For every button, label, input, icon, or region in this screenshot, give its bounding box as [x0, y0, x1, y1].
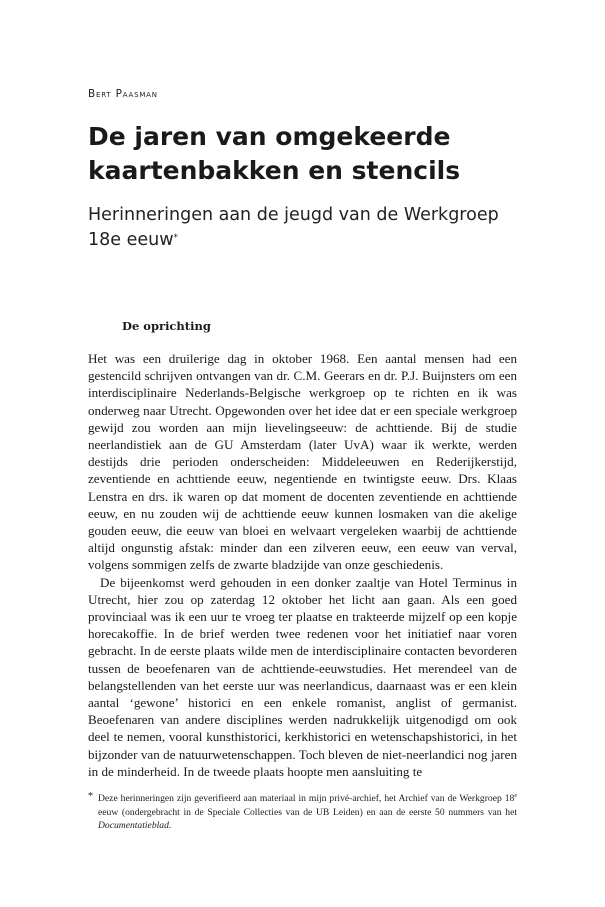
- article-title: De jaren van omgekeerde kaartenbakken en stencils: [88, 122, 461, 185]
- subtitle-footnote-mark[interactable]: *: [173, 233, 179, 243]
- author-name: Bert Paasman: [88, 88, 158, 100]
- paragraph-2: De bijeenkomst werd gehouden in een donker zaaltje van Hotel Terminus in Utrecht, hier zou op zaterdag 12 oktober het licht aan gaan. Als een goed provinciaal was ik een uur te vroeg ter plaatse en trakteerde mijzelf op een kopje horecakoffie. In de brief werden twee redenen voor het initiatief naar voren gebracht. In de eerste plaats wilde men de interdisciplinaire contacten bevorderen tussen de beoefenaren van de achttiende-eeuwstudies. Het merendeel van de belangstellenden van het eerste uur was neerlandicus, daarnaast was er een klein aantal ‘gewone’ historici en een enkele romanist, anglist of germanist. Beoefenaren van andere disciplines werden nadrukkelijk uitgenodigd om ook deel te nemen, vooral kunsthistorici, kerkhistorici en wetenschapshistorici, in het bijzonder van de natuurwetenschappen. Toch bleven de niet-neerlandici nog jaren in de minderheid. In de tweede plaats hoopte men aansluiting te: [88, 574, 517, 779]
- footnote-text-part: .: [168, 820, 172, 832]
- paragraph-1: Het was een druilerige dag in oktober 1968. Een aantal mensen had een gestencild schrijven ontvangen van dr. C.M. Geerars en dr. P.J. Buijnsters om een interdisciplinaire Nederlands-Belgische werkgroep op te richten en ik was onderweg naar Utrecht. Opgewonden over het idee dat er een speciale werkgroep gewijd zou worden aan mijn lievelingseeuw: de achttiende. Bij de studie neerlandistiek aan de GU Amsterdam (later UvA) waar ik werkte, werden destijds drie perioden onderscheiden: Middeleeuwen en Rederijkerstijd, zeventiende en achttiende eeuw, negentiende en twintigste eeuw. Drs. Klaas Lenstra en drs. ik waren op dat moment de docenten zeventiende en achttiende eeuw, en nu zouden wij de achttiende eeuw kunnen losmaken van die akelige gouden eeuw, die eeuw van bloei en welvaart vergeleken waarbij de achttiende altijd ongunstig afstak: minder dan een zilveren eeuw, een eeuw van verval, volgens sommigen zelfs de zwarte bladzijde van onze geschiedenis.: [88, 351, 517, 573]
- subtitle-text: Herinneringen aan de jeugd van de Werkgroep 18e eeuw: [88, 205, 499, 250]
- footnote-text-part: eeuw (ondergebracht in de Speciale Collecties van de UB Leiden) en aan de eerste 50 nummers van het: [98, 806, 517, 818]
- footnote-text-part: Deze herinneringen zijn geverifieerd aan materiaal in mijn privé-archief, het Archief van de Werkgroep 18: [98, 793, 515, 805]
- article-subtitle: [88, 203, 528, 253]
- footnote-journal-title: Documentatieblad: [98, 820, 169, 832]
- footnote-superscript: e: [514, 793, 517, 799]
- body-text: [88, 350, 517, 780]
- footnote: [88, 790, 517, 833]
- footnote-text: [88, 790, 517, 833]
- section-heading: De oprichting: [122, 319, 211, 333]
- footnote-mark: *: [88, 791, 93, 802]
